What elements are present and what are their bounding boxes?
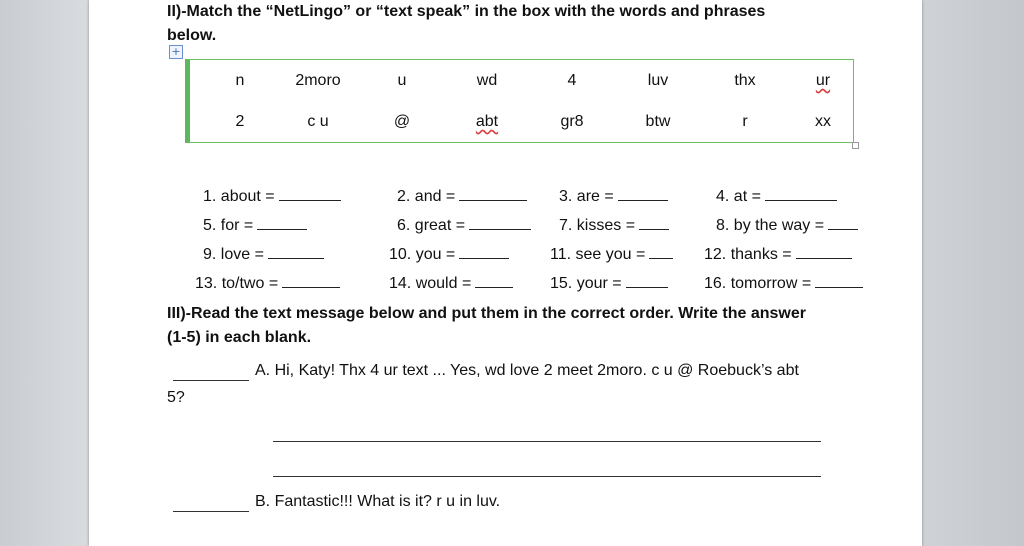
- match-item-label: 4. at =: [716, 188, 761, 205]
- match-item-label: 6. great =: [397, 217, 466, 234]
- box-cell: u: [397, 72, 407, 89]
- answer-blank[interactable]: [257, 215, 307, 230]
- answer-blank[interactable]: [639, 215, 669, 230]
- section-2-heading: [167, 0, 807, 48]
- box-cell: [783, 72, 863, 90]
- answer-blank[interactable]: [475, 273, 513, 288]
- box-cell: wd: [476, 72, 498, 89]
- box-cell: r: [742, 113, 748, 130]
- answer-blank[interactable]: [815, 273, 863, 288]
- match-item: [203, 215, 307, 235]
- box-cell: [447, 113, 527, 131]
- match-item-label: 15. your =: [550, 275, 622, 292]
- box-cell: btw: [645, 113, 671, 130]
- message-a: A. Hi, Katy! Thx 4 ur text ... Yes, wd love 2 meet 2moro. c u @ Roebuck’s abt: [255, 362, 799, 379]
- writing-line[interactable]: [273, 441, 821, 442]
- match-item: [704, 244, 852, 264]
- answer-blank[interactable]: [765, 186, 837, 201]
- answer-blank[interactable]: [469, 215, 531, 230]
- match-item: [397, 186, 527, 206]
- match-item: [550, 244, 673, 264]
- match-item-label: 14. would =: [389, 275, 472, 292]
- match-item: [550, 273, 668, 293]
- section-3-heading-line1: III)-Read the text message below and put them in the correct order. Write the answer: [167, 305, 806, 322]
- match-item-label: 16. tomorrow =: [704, 275, 812, 292]
- match-item-label: 8. by the way =: [716, 217, 825, 234]
- section-3-heading: [167, 302, 867, 350]
- table-resize-handle[interactable]: [852, 142, 859, 149]
- box-cell: @: [393, 113, 411, 130]
- box-cell: xx: [815, 113, 831, 130]
- match-item: [716, 215, 858, 235]
- match-item: [203, 244, 324, 264]
- match-item-label: 7. kisses =: [559, 217, 636, 234]
- match-item: [203, 186, 341, 206]
- answer-blank[interactable]: [649, 244, 673, 259]
- match-item-label: 10. you =: [389, 246, 456, 263]
- box-cell: 2moro: [295, 72, 341, 89]
- answer-blank[interactable]: [618, 186, 668, 201]
- message-b: B. Fantastic!!! What is it? r u in luv.: [255, 493, 501, 510]
- answer-blank[interactable]: [279, 186, 341, 201]
- match-item-label: 12. thanks =: [704, 246, 792, 263]
- match-item-label: 5. for =: [203, 217, 254, 234]
- window-background-right: [922, 0, 1024, 546]
- section-3-heading-line2: (1-5) in each blank.: [167, 329, 312, 346]
- match-item-label: 13. to/two =: [195, 275, 279, 292]
- answer-blank[interactable]: [282, 273, 340, 288]
- match-item-label: 1. about =: [203, 188, 275, 205]
- box-cell: 2: [235, 113, 245, 130]
- box-cell-text: ur: [815, 72, 831, 89]
- match-item: [716, 186, 837, 206]
- answer-blank[interactable]: [626, 273, 668, 288]
- match-item: [559, 186, 668, 206]
- table-move-handle-icon[interactable]: +: [169, 45, 183, 59]
- match-item: [195, 273, 340, 293]
- message-a-continuation: 5?: [167, 389, 185, 406]
- box-cell: thx: [734, 72, 756, 89]
- answer-blank[interactable]: [268, 244, 324, 259]
- match-item: [559, 215, 669, 235]
- box-cell: 4: [567, 72, 577, 89]
- section-2-heading-line2: below.: [167, 27, 217, 44]
- match-item-label: 3. are =: [559, 188, 614, 205]
- box-cell: c u: [307, 113, 329, 130]
- section-2-heading-line1: II)-Match the “NetLingo” or “text speak” in the box with the words and phrases: [167, 3, 766, 20]
- box-cell: luv: [647, 72, 669, 89]
- match-item: [389, 273, 513, 293]
- match-item-label: 9. love =: [203, 246, 264, 263]
- document-page: [89, 0, 922, 546]
- answer-blank[interactable]: [828, 215, 858, 230]
- box-cell: n: [235, 72, 245, 89]
- answer-blank[interactable]: [459, 186, 527, 201]
- answer-blank[interactable]: [459, 244, 509, 259]
- answer-blank[interactable]: [796, 244, 852, 259]
- netlingo-box: [185, 59, 854, 143]
- order-blank-b[interactable]: [173, 511, 249, 512]
- box-cell: gr8: [560, 113, 584, 130]
- match-item-label: 2. and =: [397, 188, 456, 205]
- match-item-label: 11. see you =: [550, 246, 646, 263]
- match-item: [397, 215, 531, 235]
- order-blank-a[interactable]: [173, 380, 249, 381]
- match-item: [704, 273, 863, 293]
- match-item: [389, 244, 509, 264]
- writing-line[interactable]: [273, 476, 821, 477]
- box-cell-text: abt: [475, 113, 499, 130]
